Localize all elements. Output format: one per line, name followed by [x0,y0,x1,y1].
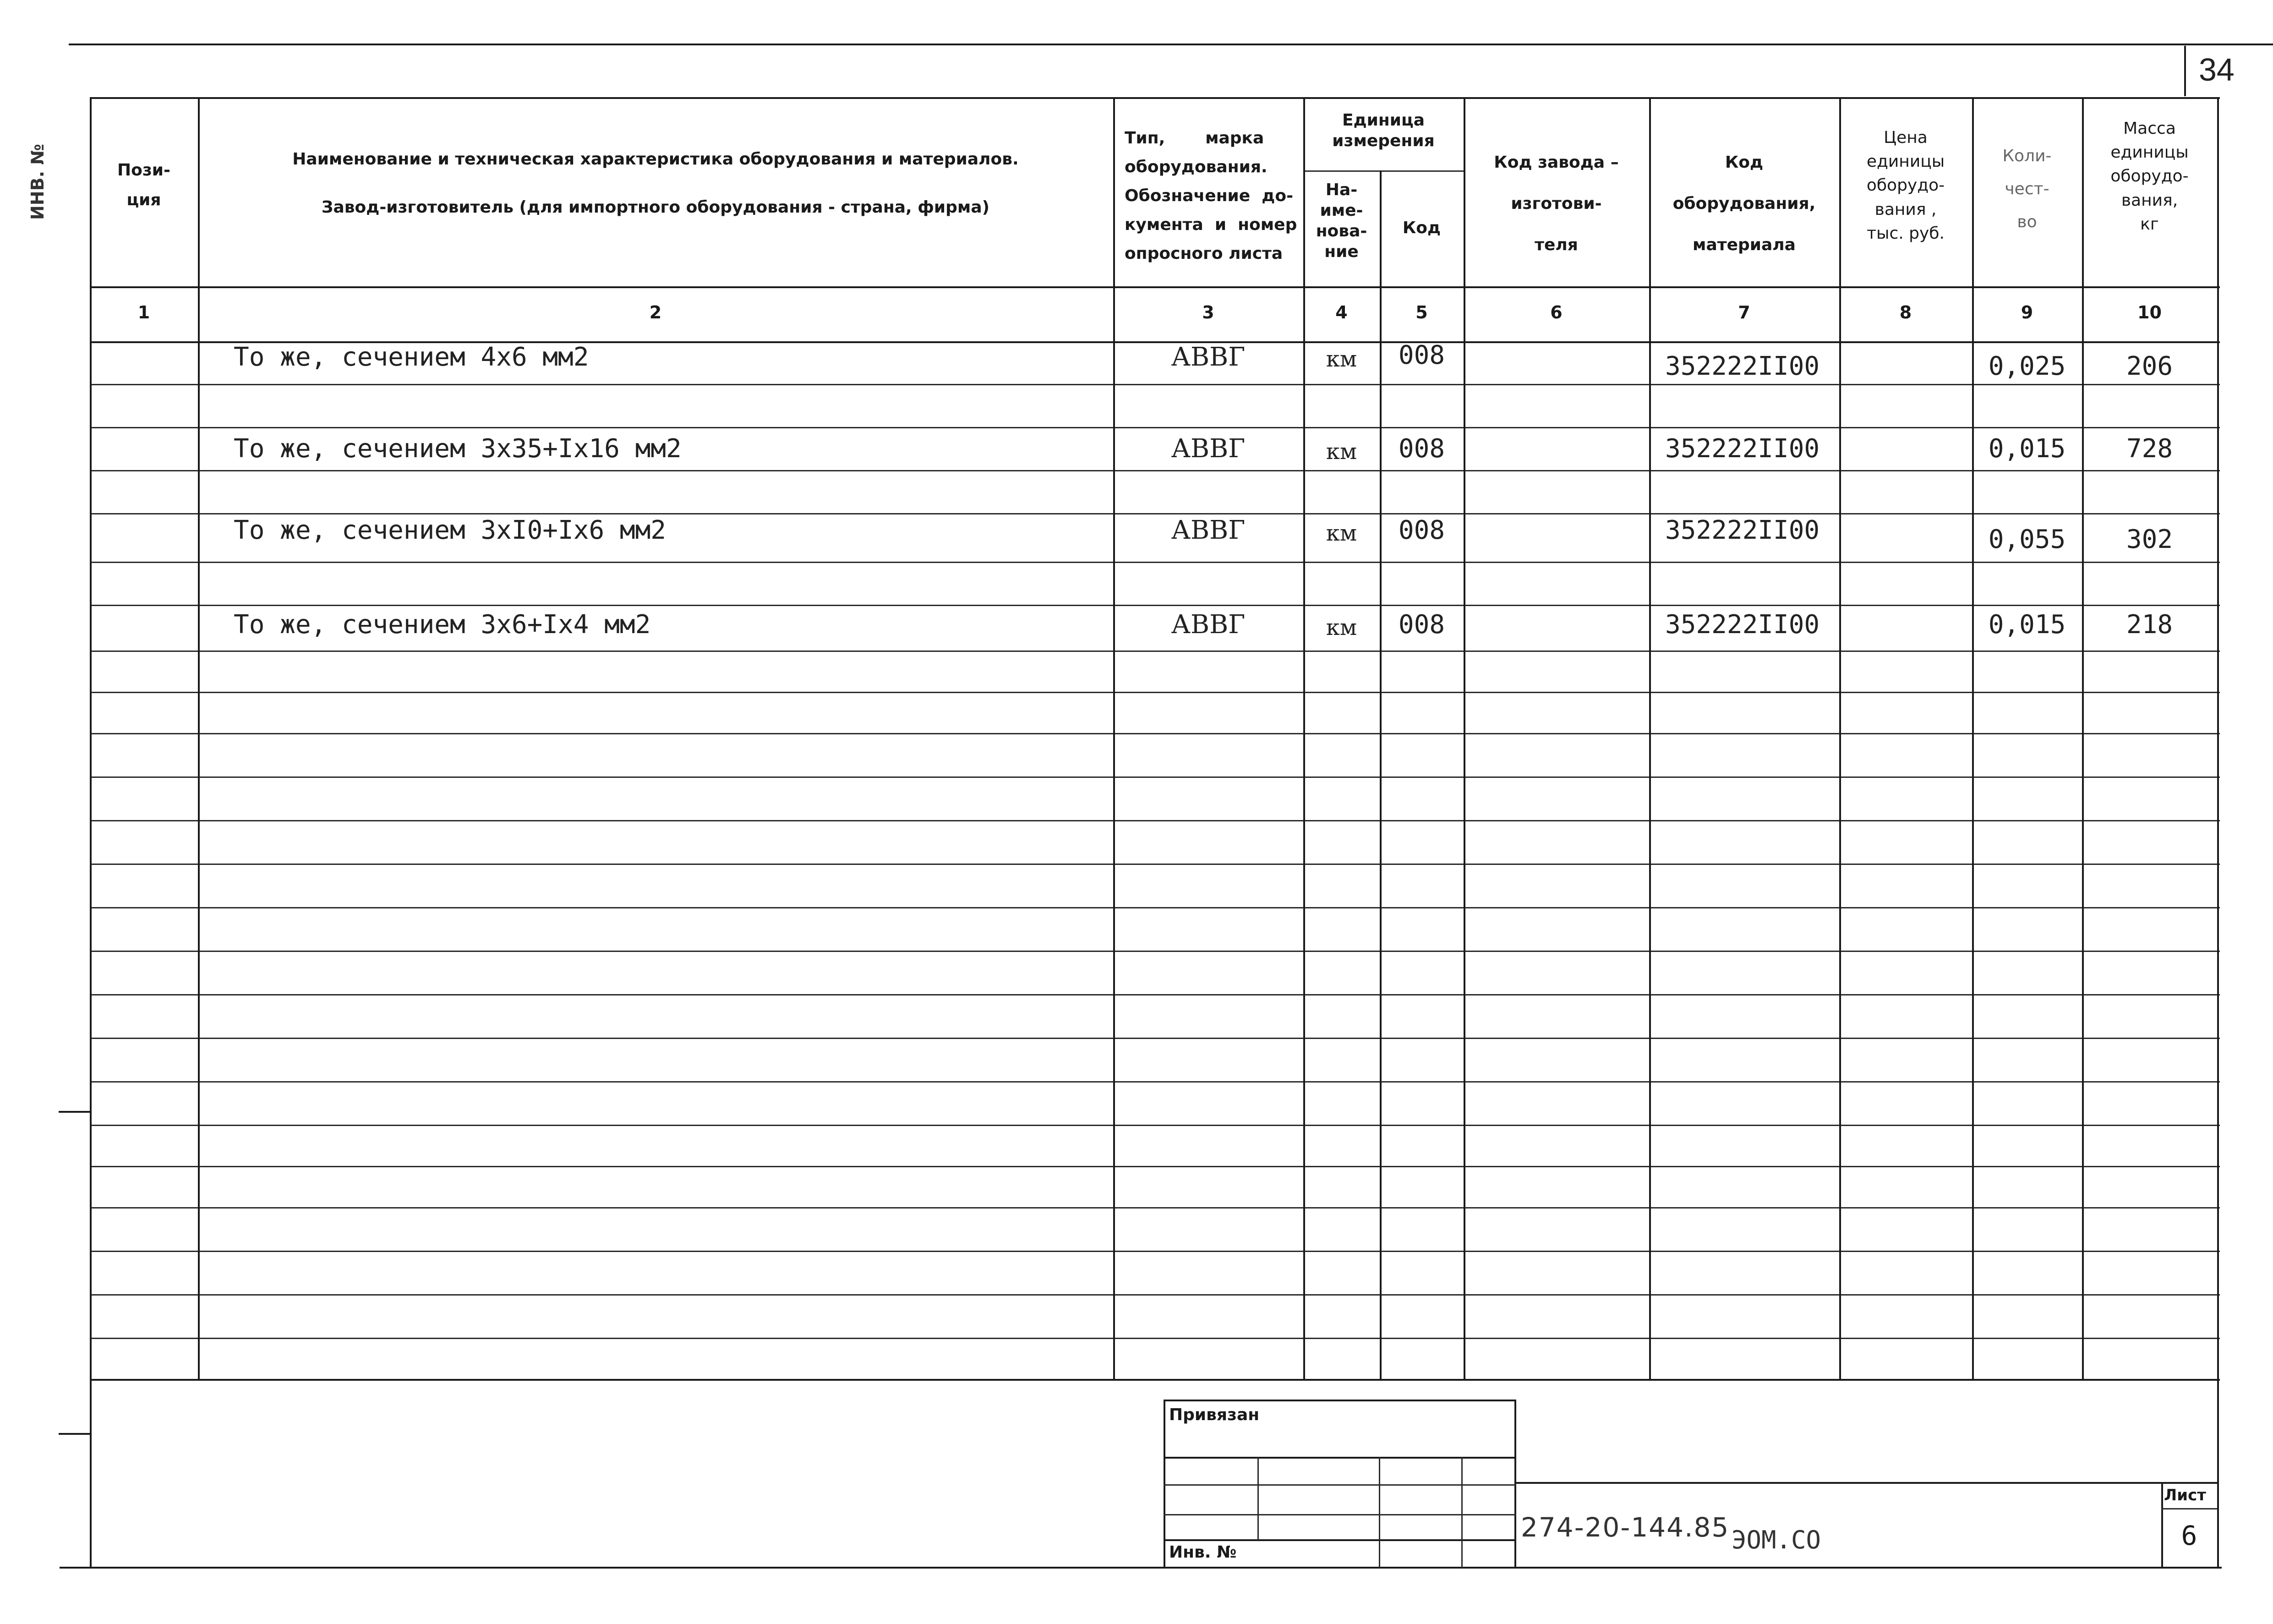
row-qty: 0,025 [1988,351,2066,381]
header-factory-code: Код завода – изготови- теля [1494,153,1619,254]
row-type: АВВГ [1171,610,1246,640]
col-number: 7 [1738,302,1750,323]
col-number: 1 [137,302,150,323]
col-line-1 [198,97,200,1380]
col-line-8 [1972,97,1974,1380]
stamp-doc-number: 274-20-144.85 [1521,1512,1730,1543]
row-unit: км [1326,520,1357,546]
stamp-bound-top [1164,1400,1516,1401]
row-unit: км [1326,439,1357,465]
stamp-grid-line [1164,1539,1516,1541]
row-unit: км [1326,346,1357,372]
stamp-sheet-number: 6 [2181,1520,2197,1551]
page-number: 34 [2199,52,2235,87]
table-top [90,97,2220,99]
unit-header-split [1303,170,1464,172]
row-code: 008 [1398,610,1445,640]
row-code: 008 [1398,434,1445,464]
row-line [90,907,2220,908]
row-line [90,951,2220,952]
row-type: АВВГ [1171,515,1246,545]
row-line [90,733,2220,734]
stamp-grid-col [1461,1457,1463,1568]
col-number: 4 [1335,302,1348,323]
stamp-grid-line [1164,1514,1516,1515]
row-line [90,1125,2220,1126]
row-line [90,1207,2220,1208]
row-line [90,384,2220,385]
col-line-6 [1649,97,1651,1380]
row-line [90,1166,2220,1167]
row-qty: 0,015 [1988,610,2066,640]
row-line [90,864,2220,865]
stamp-left [1164,1400,1165,1568]
header-bottom [90,286,2220,288]
stamp-sheet-label: Лист [2164,1486,2206,1504]
header-unit-code: Код [1402,219,1441,237]
row-qty: 0,055 [1988,525,2066,554]
row-equip-code: 352222II00 [1665,434,1820,464]
col-line-5 [1464,97,1465,1380]
row-line [90,1338,2220,1339]
stamp-bound-right [1514,1400,1516,1568]
row-line [90,776,2220,778]
frame-bottom [60,1567,2222,1569]
row-line [90,1038,2220,1039]
row-line [90,1251,2220,1252]
stamp-grid-col [1257,1457,1259,1540]
row-line [90,1294,2220,1296]
row-name: То же, сечением 4х6 мм2 [234,342,589,372]
row-line [90,427,2220,428]
row-line [90,651,2220,652]
col-number: 6 [1550,302,1563,323]
top-border-line [69,44,2273,45]
row-name: То же, сечением 3х35+Iх16 мм2 [234,434,682,464]
header-unit-name: На- име- нова- ние [1316,180,1367,261]
col-number: 8 [1899,302,1912,323]
col-number: 9 [2021,302,2033,323]
col-number: 5 [1415,302,1428,323]
row-line [90,820,2220,821]
row-code: 008 [1398,515,1445,545]
row-line [90,994,2220,995]
row-equip-code: 352222II00 [1665,610,1820,640]
row-line [90,513,2220,514]
left-margin-mark: ИНВ. № [27,144,48,220]
stamp-grid-col [1379,1457,1380,1568]
row-mass: 206 [2126,351,2173,381]
row-equip-code: 352222II00 [1665,351,1820,381]
row-line [90,605,2220,606]
header-mass: Масса единицы оборудо- вания, кг [2110,119,2189,234]
page-number-divider [2184,46,2186,96]
header-unit-group: Единица измерения [1332,111,1435,150]
row-equip-code: 352222II00 [1665,515,1820,545]
row-line [90,692,2220,693]
row-name: То же, сечением 3хI0+Iх6 мм2 [234,515,667,545]
header-qty: Коли- чест- во [2002,147,2052,231]
col-line-2 [1113,97,1115,1380]
stamp-bound-label: Привязан [1169,1405,1260,1424]
row-name: То же, сечением 3х6+Iх4 мм2 [234,610,651,640]
row-type: АВВГ [1171,434,1246,464]
header-name-line2: Завод-изготовитель (для импортного оборудования - страна, фирма) [321,198,990,217]
col-line-7 [1839,97,1841,1380]
header-name-line1: Наименование и техническая характеристика оборудования и материалов. [292,150,1019,169]
header-type: Тип, марка оборудования. Обозначение до- кумента и номер опросного листа [1125,129,1297,263]
col-line-3 [1303,97,1305,1380]
table-bottom [90,1379,2220,1381]
row-line [90,562,2220,563]
row-unit: км [1326,615,1357,640]
row-type: АВВГ [1171,342,1246,372]
row-code: 008 [1398,340,1445,370]
col-number: 2 [649,302,662,323]
stamp-inv-label: Инв. № [1169,1543,1237,1562]
stamp-bound-bottom [1164,1457,1516,1459]
margin-tick-2 [59,1433,91,1435]
header-price: Цена единицы оборудо- вания , тыс. руб. [1866,128,1945,243]
col-number: 3 [1202,302,1214,323]
frame-right [2217,97,2219,1568]
stamp-doc-top [1514,1482,2217,1484]
col-line-9 [2082,97,2084,1380]
header-equip-code: Код оборудования, материала [1672,153,1816,254]
stamp-sheet-split [2161,1508,2217,1509]
row-line [90,470,2220,471]
row-mass: 302 [2126,525,2173,554]
row-mass: 218 [2126,610,2173,640]
margin-tick-1 [59,1111,91,1113]
row-mass: 728 [2126,434,2173,464]
col-number: 10 [2137,302,2162,323]
stamp-doc-code: ЭОМ.СО [1732,1526,1821,1554]
header-position: Пози- ция [117,161,170,209]
row-qty: 0,015 [1988,434,2066,464]
row-line [90,1081,2220,1083]
stamp-grid-line [1164,1484,1516,1486]
